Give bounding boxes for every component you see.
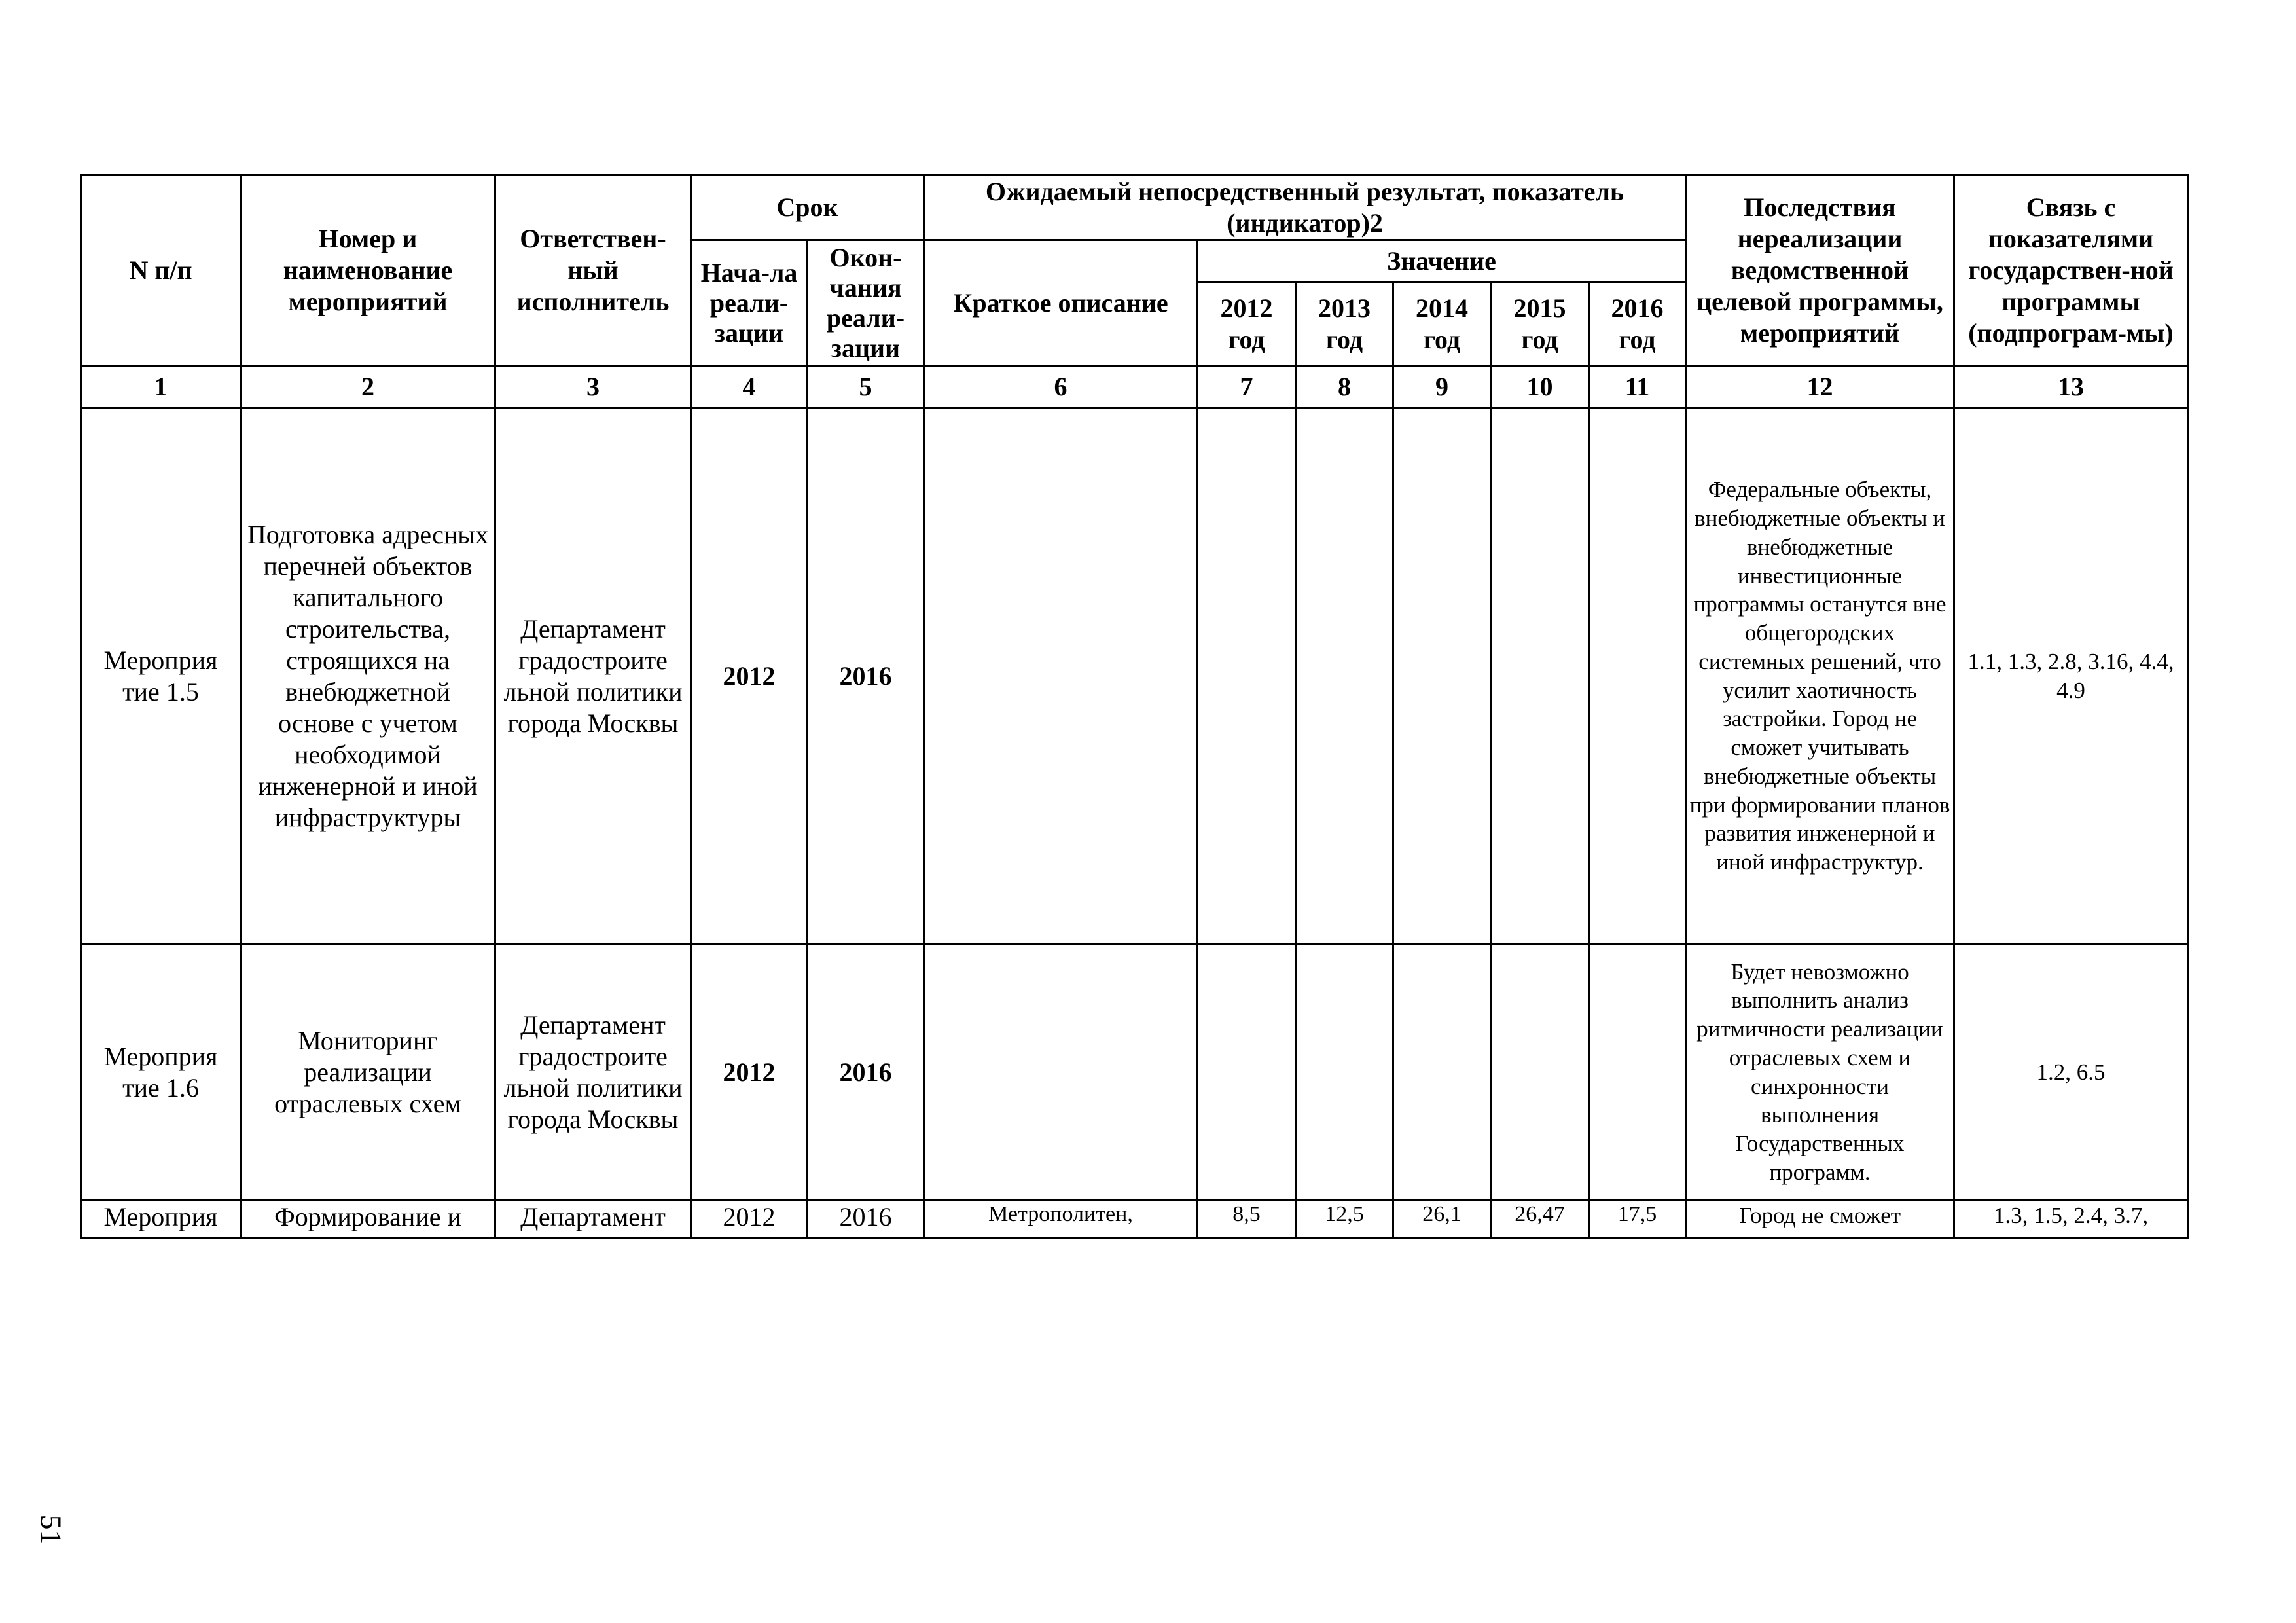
column-number: 9 (1393, 366, 1491, 409)
row-consequences: Будет невозможно выполнить анализ ритмичности реализации отраслевых схем и синхронности выполнения Государственных программ. (1686, 944, 1954, 1201)
column-number-row (81, 366, 2188, 409)
row-desc (924, 409, 1198, 944)
header-consequences: Последствия нереализации ведомственной целевой программы, мероприятий (1686, 175, 1954, 366)
row-value-2015: 26,47 (1491, 1201, 1589, 1239)
program-table (80, 174, 2189, 1239)
row-consequences: Город не сможет (1686, 1201, 1954, 1239)
column-number: 4 (691, 366, 808, 409)
row-id: Мероприя (81, 1201, 241, 1239)
column-number: 12 (1686, 366, 1954, 409)
row-value-2016 (1589, 944, 1686, 1201)
row-link: 1.3, 1.5, 2.4, 3.7, (1954, 1201, 2188, 1239)
header-year-2016: 2016 год (1589, 282, 1686, 366)
column-number: 10 (1491, 366, 1589, 409)
row-value-2014: 26,1 (1393, 1201, 1491, 1239)
row-start: 2012 (691, 1201, 808, 1239)
row-id: Мероприя тие 1.5 (81, 409, 241, 944)
row-value-2016 (1589, 409, 1686, 944)
row-value-2012: 8,5 (1198, 1201, 1296, 1239)
header-year-2015: 2015 год (1491, 282, 1589, 366)
header-value: Значение (1198, 240, 1686, 282)
row-value-2014 (1393, 944, 1491, 1201)
header-executor: Ответствен-ный исполнитель (495, 175, 691, 366)
header-short-desc: Краткое описание (924, 240, 1198, 366)
table-row (81, 944, 2188, 1201)
row-name: Подготовка адресных перечней объектов капитального строительства, строящихся на внебюджетной основе с учетом необходимой инженерной и иной инфраструктуры (241, 409, 495, 944)
column-number: 8 (1296, 366, 1393, 409)
row-value-2013 (1296, 409, 1393, 944)
row-link: 1.1, 1.3, 2.8, 3.16, 4.4, 4.9 (1954, 409, 2188, 944)
row-value-2013: 12,5 (1296, 1201, 1393, 1239)
header-term: Срок (691, 175, 924, 240)
header-row-1 (81, 175, 2188, 240)
row-value-2014 (1393, 409, 1491, 944)
row-desc (924, 944, 1198, 1201)
header-year-2014: 2014 год (1393, 282, 1491, 366)
column-number: 11 (1589, 366, 1686, 409)
header-start: Нача-ла реали-зации (691, 240, 808, 366)
row-link: 1.2, 6.5 (1954, 944, 2188, 1201)
row-end: 2016 (808, 1201, 924, 1239)
header-link: Связь с показателями государствен-ной программы (подпрограм-мы) (1954, 175, 2188, 366)
header-end: Окон-чания реали-зации (808, 240, 924, 366)
row-id: Мероприя тие 1.6 (81, 944, 241, 1201)
row-value-2012 (1198, 409, 1296, 944)
row-value-2015 (1491, 409, 1589, 944)
row-name: Формирование и (241, 1201, 495, 1239)
row-executor: Департамент (495, 1201, 691, 1239)
column-number: 13 (1954, 366, 2188, 409)
column-number: 3 (495, 366, 691, 409)
row-value-2016: 17,5 (1589, 1201, 1686, 1239)
row-start: 2012 (691, 409, 808, 944)
column-number: 6 (924, 366, 1198, 409)
table-row (81, 1201, 2188, 1239)
header-number: N п/п (81, 175, 241, 366)
row-value-2013 (1296, 944, 1393, 1201)
page-number: 51 (34, 1514, 68, 1545)
header-name: Номер и наименование мероприятий (241, 175, 495, 366)
header-year-2012: 2012 год (1198, 282, 1296, 366)
column-number: 2 (241, 366, 495, 409)
row-consequences: Федеральные объекты, внебюджетные объекты и внебюджетные инвестиционные программы останутся вне общегородских системных решений, что усилит хаотичность застройки. Город не сможет учитывать внебюджетные объекты при формировании планов развития инженерной и иной инфраструктур. (1686, 409, 1954, 944)
column-number: 7 (1198, 366, 1296, 409)
header-result: Ожидаемый непосредственный результат, показатель (индикатор)2 (924, 175, 1686, 240)
row-end: 2016 (808, 944, 924, 1201)
row-executor: Департамент градостроите льной политики города Москвы (495, 409, 691, 944)
row-name: Мониторинг реализации отраслевых схем (241, 944, 495, 1201)
row-start: 2012 (691, 944, 808, 1201)
row-value-2012 (1198, 944, 1296, 1201)
column-number: 1 (81, 366, 241, 409)
row-desc: Метрополитен, (924, 1201, 1198, 1239)
column-number: 5 (808, 366, 924, 409)
header-year-2013: 2013 год (1296, 282, 1393, 366)
row-end: 2016 (808, 409, 924, 944)
row-executor: Департамент градостроите льной политики города Москвы (495, 944, 691, 1201)
table-row (81, 409, 2188, 944)
row-value-2015 (1491, 944, 1589, 1201)
